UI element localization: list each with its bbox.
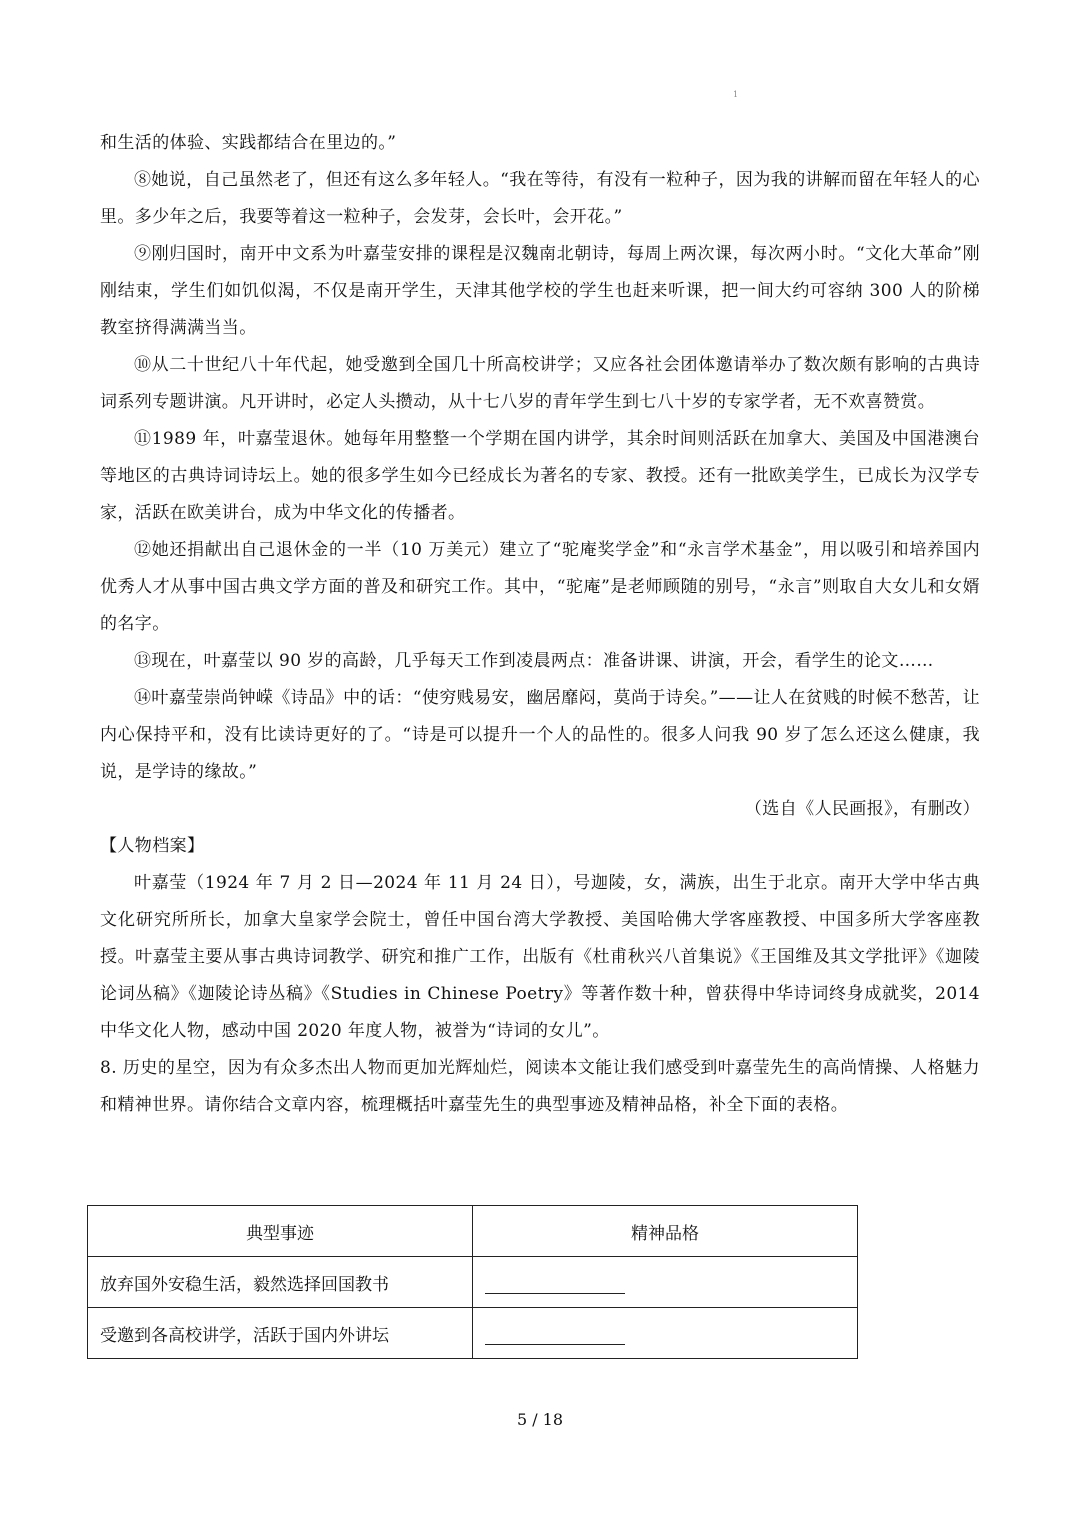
answer-blank[interactable]: [485, 1271, 625, 1294]
answer-blank[interactable]: [485, 1322, 625, 1345]
header-spirit-character: 精神品格: [473, 1206, 858, 1257]
answer-table: [87, 1205, 858, 1359]
answer-cell[interactable]: [473, 1257, 858, 1308]
deed-cell: 放弃国外安稳生活，毅然选择回国教书: [88, 1257, 473, 1308]
archive-title: 【人物档案】: [100, 836, 205, 856]
source-citation: （选自《人民画报》，有删改）: [744, 799, 980, 819]
paragraph-7-end: 和生活的体验、实践都结合在里边的。”: [100, 133, 397, 153]
table-row: [88, 1257, 858, 1308]
paragraph-9: ⑨刚归国时，南开中文系为叶嘉莹安排的课程是汉魏南北朝诗，每周上两次课，每次两小时。“文化大革命”刚刚结束，学生们如饥似渴，不仅是南开学生，天津其他学校的学生也赶来听课，把一间大约可容纳 300 人的阶梯教室挤得满满当当。: [100, 244, 980, 338]
paragraph-10: ⑩从二十世纪八十年代起，她受邀到全国几十所高校讲学；又应各社会团体邀请举办了数次颇有影响的古典诗词系列专题讲演。凡开讲时，必定人头攒动，从十七八岁的青年学生到七八十岁的专家学者，无不欢喜赞赏。: [100, 355, 980, 412]
page-number: 5 / 18: [516, 1410, 564, 1429]
article-body: [100, 125, 980, 1124]
table-header-row: [88, 1206, 858, 1257]
header-typical-deeds: 典型事迹: [88, 1206, 473, 1257]
archive-text: 叶嘉莹（1924 年 7 月 2 日—2024 年 11 月 24 日），号迦陵，女，满族，出生于北京。南开大学中华古典文化研究所所长，加拿大皇家学会院士，曾任中国台湾大学教授、美国哈佛大学客座教授、中国多所大学客座教授。叶嘉莹主要从事古典诗词教学、研究和推广工作，出版有《杜甫秋兴八首集说》《王国维及其文学批评》《迦陵论词丛稿》《迦陵论诗丛稿》《Studies in Chinese Poetry》等著作数十种，曾获得中华诗词终身成就奖，2014 中华文化人物，感动中国 2020 年度人物，被誉为“诗词的女儿”。: [100, 873, 980, 1041]
paragraph-13: ⑬现在，叶嘉莹以 90 岁的高龄，几乎每天工作到凌晨两点：准备讲课、讲演，开会，看学生的论文……: [134, 651, 934, 671]
table-row: [88, 1308, 858, 1359]
deed-cell: 受邀到各高校讲学，活跃于国内外讲坛: [88, 1308, 473, 1359]
paragraph-12: ⑫她还捐献出自己退休金的一半（10 万美元）建立了“驼庵奖学金”和“永言学术基金”，用以吸引和培养国内优秀人才从事中国古典文学方面的普及和研究工作。其中，“驼庵”是老师顾随的别号，“永言”则取自大女儿和女婿的名字。: [100, 540, 980, 634]
answer-cell[interactable]: [473, 1308, 858, 1359]
corner-mark: 1: [733, 90, 739, 99]
answer-table-wrap: [87, 1205, 858, 1359]
question-8: 8. 历史的星空，因为有众多杰出人物而更加光辉灿烂，阅读本文能让我们感受到叶嘉莹先生的高尚情操、人格魅力和精神世界。请你结合文章内容，梳理概括叶嘉莹先生的典型事迹及精神品格，补全下面的表格。: [100, 1058, 980, 1115]
paragraph-8: ⑧她说，自己虽然老了，但还有这么多年轻人。“我在等待，有没有一粒种子，因为我的讲解而留在年轻人的心里。多少年之后，我要等着这一粒种子，会发芽，会长叶，会开花。”: [100, 170, 980, 227]
paragraph-11: ⑪1989 年，叶嘉莹退休。她每年用整整一个学期在国内讲学，其余时间则活跃在加拿大、美国及中国港澳台等地区的古典诗词诗坛上。她的很多学生如今已经成长为著名的专家、教授。还有一批欧美学生，已成长为汉学专家，活跃在欧美讲台，成为中华文化的传播者。: [100, 429, 980, 523]
paragraph-14: ⑭叶嘉莹崇尚钟嵘《诗品》中的话：“使穷贱易安，幽居靡闷，莫尚于诗矣。”——让人在贫贱的时候不愁苦，让内心保持平和，没有比读诗更好的了。“诗是可以提升一个人的品性的。很多人问我 90 岁了怎么还这么健康，我说，是学诗的缘故。”: [100, 688, 980, 782]
